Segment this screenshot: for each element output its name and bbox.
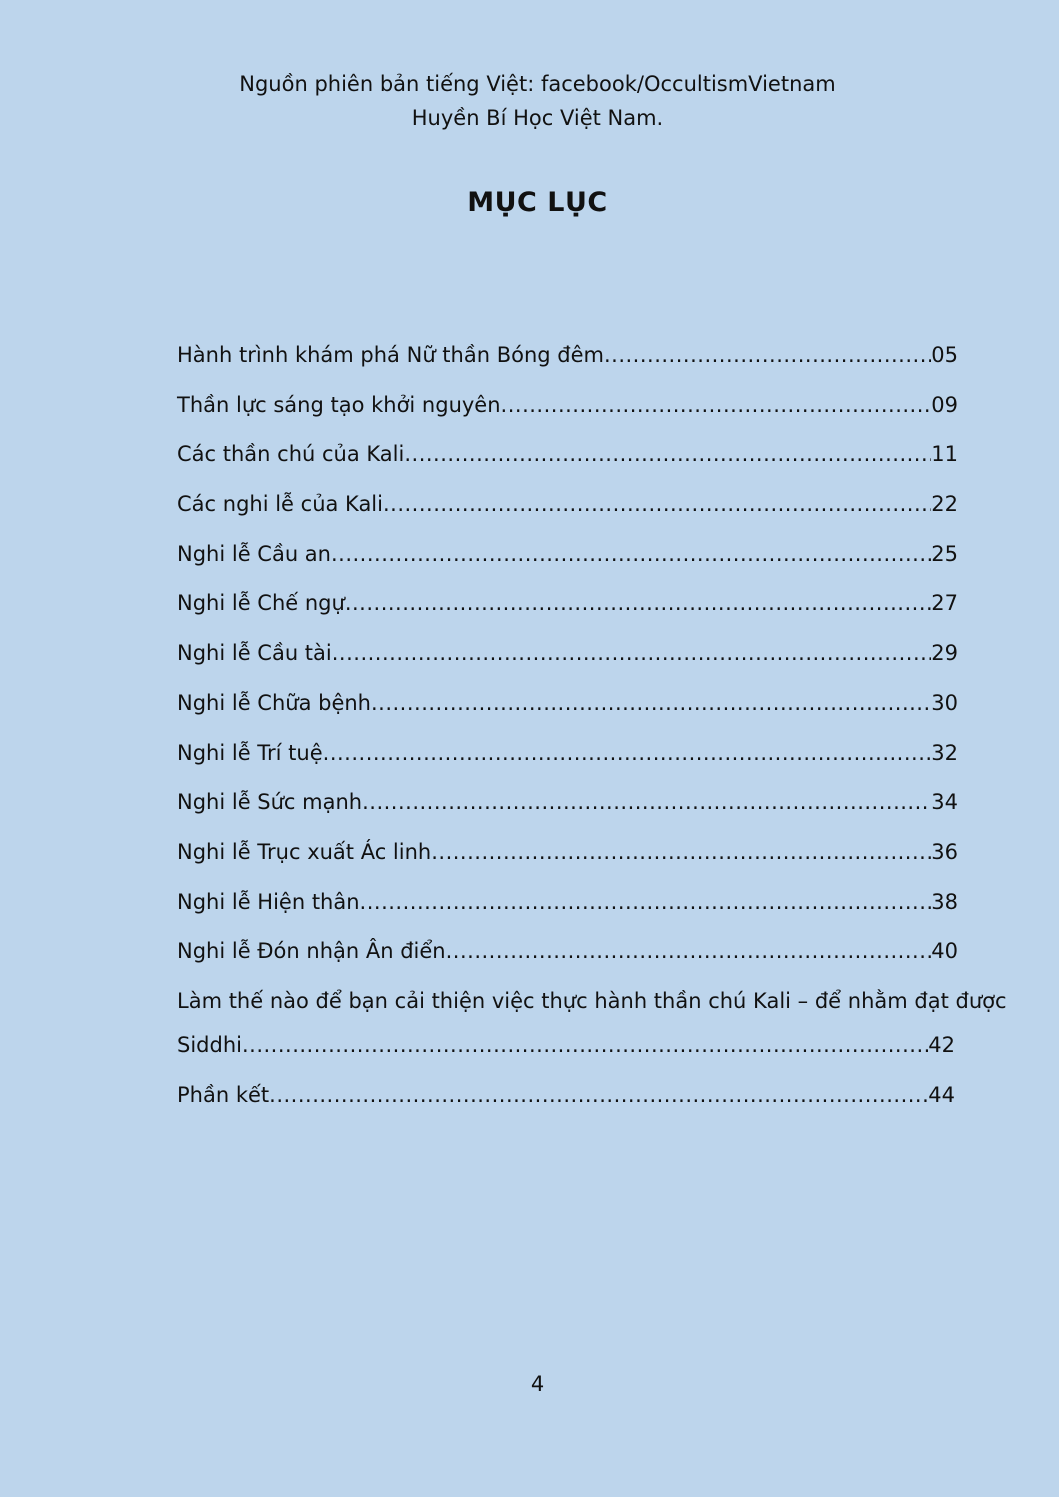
toc-entry-multiline[interactable] bbox=[177, 986, 1007, 1060]
toc-leader-dots bbox=[362, 787, 931, 817]
toc-entry[interactable] bbox=[177, 837, 958, 867]
toc-entry-label: Nghi lễ Trí tuệ bbox=[177, 740, 323, 765]
toc-entry-page: 05 bbox=[931, 343, 958, 367]
page-title: MỤC LỤC bbox=[467, 187, 608, 218]
toc-entry-page: 34 bbox=[931, 790, 958, 815]
toc-entry-label: Nghi lễ Trục xuất Ác linh bbox=[177, 839, 432, 864]
toc-leader-dots bbox=[383, 489, 931, 519]
toc-entry-label: Các thần chú của Kali bbox=[177, 442, 405, 467]
toc-entry[interactable] bbox=[177, 588, 958, 618]
toc-entry[interactable] bbox=[177, 887, 958, 917]
toc-entry-page: 42 bbox=[928, 1032, 955, 1057]
toc-entry[interactable] bbox=[177, 390, 958, 420]
toc-leader-dots bbox=[360, 887, 932, 917]
toc-entry-page: 22 bbox=[931, 492, 958, 517]
toc-leader-dots bbox=[446, 936, 932, 966]
toc-leader-dots bbox=[345, 588, 931, 618]
toc-leader-dots bbox=[431, 837, 931, 867]
toc-entry[interactable] bbox=[177, 936, 958, 966]
toc-entry-label: Hành trình khám phá Nữ thần Bóng đêm bbox=[177, 343, 604, 367]
toc-leader-dots bbox=[371, 688, 931, 718]
table-of-contents bbox=[177, 340, 1007, 1129]
toc-entry-page: 29 bbox=[931, 641, 958, 666]
toc-entry-label: Thần lực sáng tạo khởi nguyên bbox=[177, 392, 501, 417]
toc-entry-label: Nghi lễ Hiện thân bbox=[177, 889, 360, 914]
toc-entry[interactable] bbox=[177, 738, 958, 768]
toc-entry-page: 25 bbox=[931, 541, 958, 566]
toc-entry-label: Phần kết bbox=[177, 1082, 270, 1107]
toc-entry[interactable] bbox=[177, 1080, 955, 1110]
toc-entry[interactable] bbox=[177, 688, 958, 718]
toc-entry-label: Nghi lễ Sức mạnh bbox=[177, 790, 363, 815]
toc-entry-page: 38 bbox=[931, 889, 958, 914]
toc-leader-dots bbox=[242, 1030, 928, 1060]
toc-entry[interactable] bbox=[177, 638, 958, 668]
toc-entry-label: Nghi lễ Đón nhận Ân điển bbox=[177, 939, 446, 964]
toc-entry-label: Nghi lễ Cầu tài bbox=[177, 641, 332, 666]
toc-leader-dots bbox=[604, 340, 931, 370]
toc-leader-dots bbox=[404, 439, 931, 469]
toc-entry-page: 11 bbox=[931, 442, 958, 467]
toc-leader-dots bbox=[331, 539, 931, 569]
toc-leader-dots bbox=[269, 1080, 928, 1110]
toc-entry-label-line1: Làm thế nào để bạn cải thiện việc thực hành thần chú Kali – để nhằm đạt được bbox=[177, 988, 1007, 1013]
toc-entry-page: 27 bbox=[931, 591, 958, 616]
toc-entry[interactable] bbox=[177, 340, 958, 370]
source-line: Nguồn phiên bản tiếng Việt: facebook/OccultismVietnam bbox=[239, 72, 836, 96]
toc-entry[interactable] bbox=[177, 439, 958, 469]
toc-leader-dots bbox=[332, 638, 932, 668]
toc-entry-line2 bbox=[177, 1030, 955, 1060]
toc-entry[interactable] bbox=[177, 539, 958, 569]
toc-entry-label: Nghi lễ Cầu an bbox=[177, 541, 331, 566]
toc-entry-page: 32 bbox=[931, 740, 958, 765]
toc-entry-page: 30 bbox=[931, 690, 958, 715]
toc-entry-label: Các nghi lễ của Kali bbox=[177, 492, 383, 517]
toc-leader-dots bbox=[501, 390, 932, 420]
toc-entry-page: 36 bbox=[931, 839, 958, 864]
toc-entry-page: 09 bbox=[931, 392, 958, 417]
source-subline: Huyền Bí Học Việt Nam. bbox=[411, 106, 664, 130]
toc-entry-label-line2: Siddhi bbox=[177, 1032, 242, 1057]
toc-entry-page: 44 bbox=[928, 1082, 955, 1107]
toc-entry[interactable] bbox=[177, 489, 958, 519]
source-header bbox=[8, 67, 1059, 135]
toc-entry-label: Nghi lễ Chữa bệnh bbox=[177, 690, 371, 715]
toc-leader-dots bbox=[323, 738, 932, 768]
toc-entry-page: 40 bbox=[931, 939, 958, 964]
page-number: 4 bbox=[530, 1372, 545, 1396]
toc-entry-label: Nghi lễ Chế ngự bbox=[177, 591, 345, 616]
toc-entry[interactable] bbox=[177, 787, 958, 817]
